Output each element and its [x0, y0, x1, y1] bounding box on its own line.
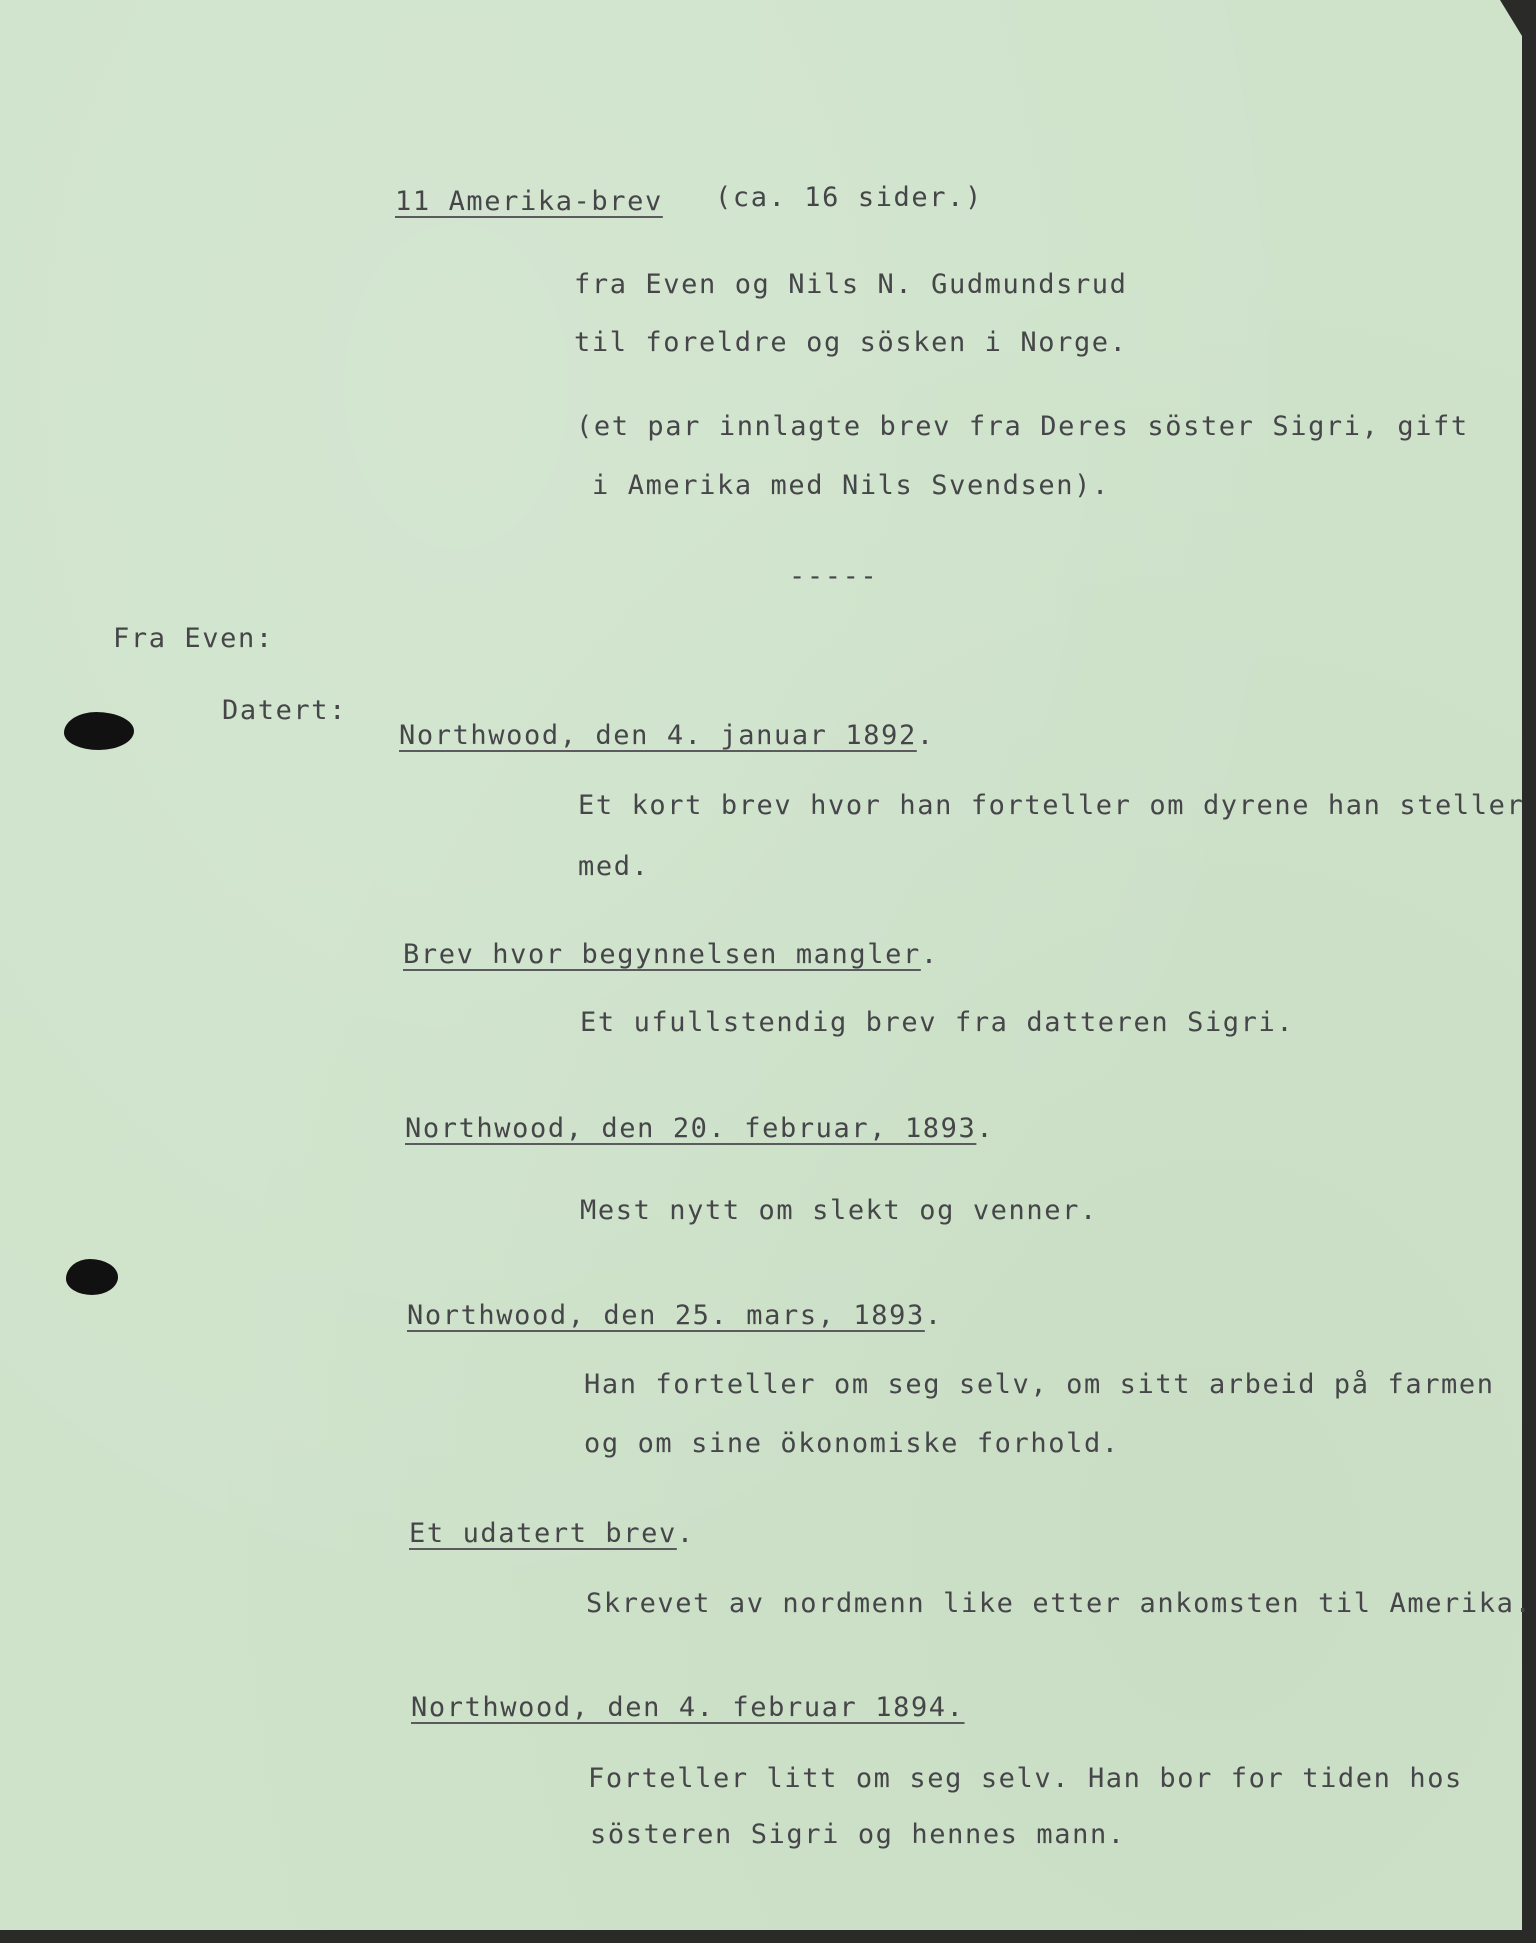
letter-description: Mest nytt om slekt og venner. — [580, 1195, 1098, 1226]
letter-heading-end: . — [676, 1518, 695, 1549]
punch-hole — [64, 712, 134, 750]
punch-hole — [66, 1259, 118, 1295]
letter-description: med. — [578, 851, 650, 882]
letter-heading — [409, 1518, 695, 1549]
document-title: 11 Amerika-brev — [395, 186, 663, 217]
separator: ----- — [789, 561, 879, 592]
letter-description: Forteller litt om seg selv. Han bor for tiden hos — [588, 1763, 1463, 1794]
letter-heading-text: Et udatert brev — [409, 1518, 677, 1549]
letter-heading-end: . — [976, 1113, 995, 1144]
letter-description: Han forteller om seg selv, om sitt arbeid på farmen — [584, 1369, 1495, 1400]
from-even-label: Fra Even: — [113, 623, 274, 654]
letter-heading — [405, 1113, 994, 1144]
letter-description: Et kort brev hvor han forteller om dyrene han steller — [578, 790, 1525, 821]
letter-heading-text: Northwood, den 25. mars, 1893 — [407, 1300, 925, 1331]
letter-heading-text: Brev hvor begynnelsen mangler — [403, 939, 921, 970]
dated-label: Datert: — [222, 695, 347, 726]
letter-heading-text: Northwood, den 20. februar, 1893 — [405, 1113, 977, 1144]
note-line-2: i Amerika med Nils Svendsen). — [592, 470, 1110, 501]
page-count-note: (ca. 16 sider.) — [715, 182, 983, 213]
letter-heading — [403, 939, 939, 970]
letter-heading — [407, 1300, 943, 1331]
letter-description: Et ufullstendig brev fra datteren Sigri. — [580, 1007, 1295, 1038]
letter-heading-end: . — [916, 720, 935, 751]
from-line: fra Even og Nils N. Gudmundsrud — [574, 269, 1128, 300]
letter-description: Skrevet av nordmenn like etter ankomsten til Amerika. — [586, 1588, 1533, 1619]
letter-description: og om sine ökonomiske forhold. — [584, 1428, 1120, 1459]
letter-heading: Northwood, den 4. februar 1894. — [411, 1692, 965, 1723]
note-line-1: (et par innlagte brev fra Deres söster Sigri, gift — [576, 411, 1469, 442]
to-line: til foreldre og sösken i Norge. — [574, 327, 1128, 358]
page-corner-fold — [1500, 0, 1522, 36]
letter-heading-text: Northwood, den 4. januar 1892 — [399, 720, 917, 751]
letter-heading-end: . — [924, 1300, 943, 1331]
letter-heading — [399, 720, 935, 751]
letter-heading-end: . — [920, 939, 939, 970]
letter-description: sösteren Sigri og hennes mann. — [590, 1819, 1126, 1850]
